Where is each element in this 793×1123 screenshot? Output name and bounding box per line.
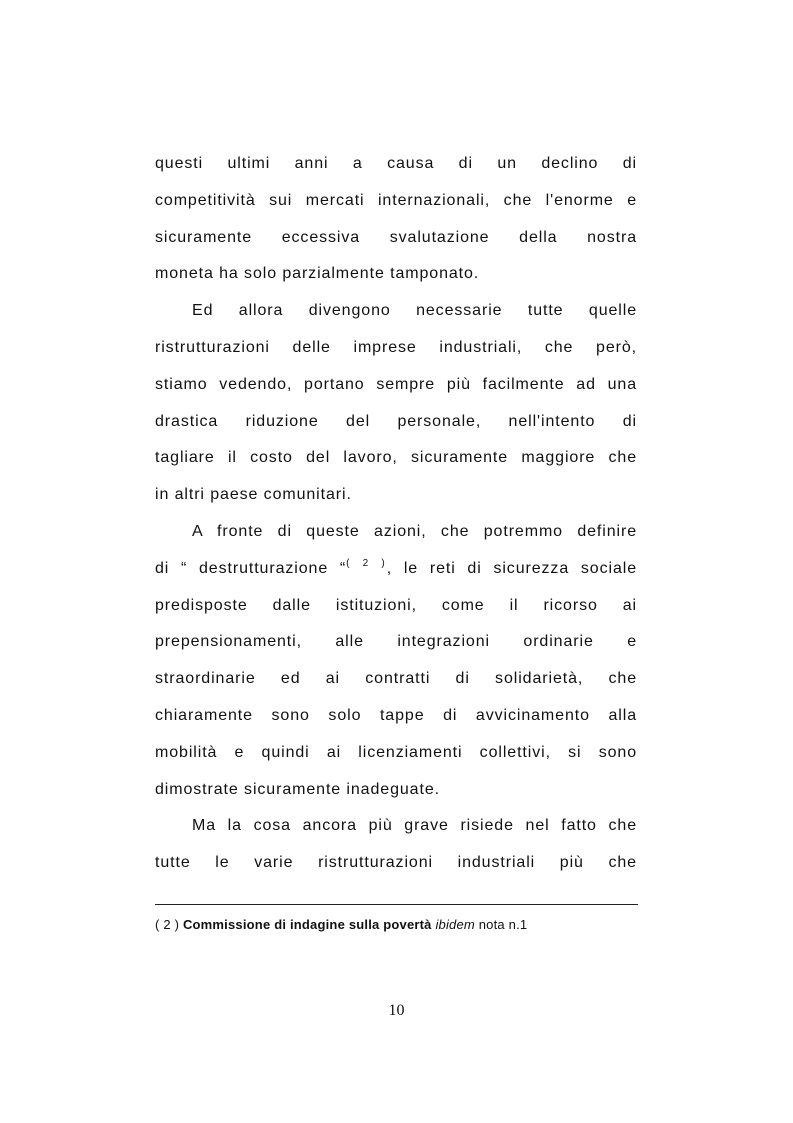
text-line: mobilità e quindi ai licenziamenti collettivi, si sono [155, 743, 637, 761]
text-line: drastica riduzione del personale, nell'intento di [155, 412, 637, 430]
text-line: dimostrate sicuramente inadeguate. [155, 780, 440, 798]
text-line: in altri paese comunitari. [155, 486, 352, 504]
text-line-with-footnote [155, 551, 637, 588]
text-fragment: di “ destrutturazione “ [155, 559, 347, 577]
text-line: questi ultimi anni a causa di un declino di [155, 155, 637, 172]
footnote-source: Commissione di indagine sulla povertà [182, 917, 432, 932]
text-line: tutte le varie ristrutturazioni industriali più che [155, 854, 637, 872]
footnote-marker: ( 2 ) [155, 917, 180, 932]
body-text [155, 146, 637, 882]
footnote-separator [155, 904, 638, 905]
text-fragment: , le reti di sicurezza sociale [386, 559, 637, 577]
footnote-ibidem: ibidem [435, 917, 475, 932]
text-line: stiamo vedendo, portano sempre più facilmente ad una [155, 375, 637, 393]
text-line: Ma la cosa ancora più grave risiede nel fatto che [192, 817, 637, 835]
footnote-reference[interactable]: ( 2 ) [346, 557, 387, 569]
footnote [155, 917, 527, 932]
text-line: ristrutturazioni delle imprese industriali, che però, [155, 338, 637, 356]
text-line: sicuramente eccessiva svalutazione della nostra [155, 228, 637, 246]
page-number: 10 [388, 1002, 405, 1019]
footnote-tail: nota n.1 [478, 917, 528, 932]
text-line: prepensionamenti, alle integrazioni ordinarie e [155, 633, 637, 651]
text-line: predisposte dalle istituzioni, come il ricorso ai [155, 596, 637, 614]
text-line: A fronte di queste azioni, che potremmo definire [192, 522, 637, 540]
text-line: chiaramente sono solo tappe di avvicinamento alla [155, 706, 637, 724]
text-line: straordinarie ed ai contratti di solidarietà, che [155, 670, 637, 688]
text-line: Ed allora divengono necessarie tutte quelle [192, 302, 637, 320]
text-line: competitività sui mercati internazionali, che l'enorme e [155, 191, 637, 209]
text-line: moneta ha solo parzialmente tamponato. [155, 265, 480, 283]
text-line: tagliare il costo del lavoro, sicuramente maggiore che [155, 449, 637, 467]
